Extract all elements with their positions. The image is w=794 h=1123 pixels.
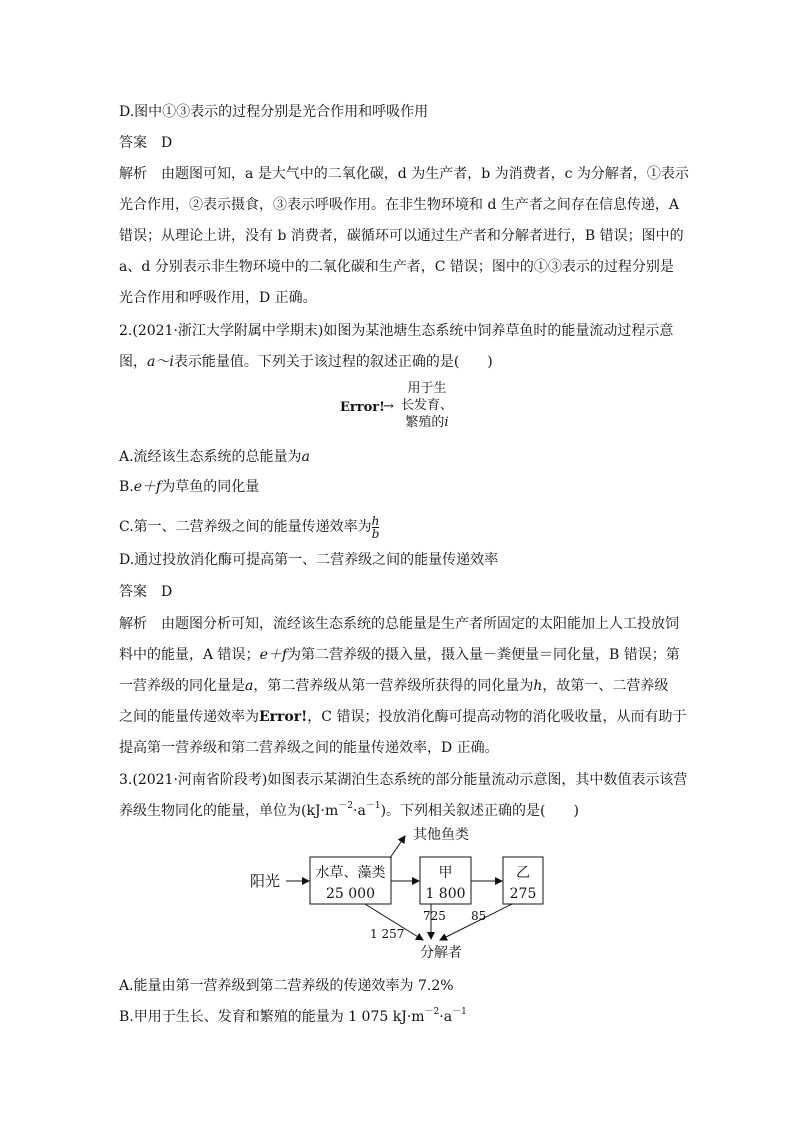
answer-label: 答案 (119, 135, 147, 151)
q3-option-b: B.甲用于生长、发育和繁殖的能量为 1 075 $kJ\cdot m^{-2}\cdot a^{-1}$ (119, 1007, 467, 1025)
q2-option-a: A.流经该生态系统的总能量为a (119, 449, 310, 465)
sunlight-label: 阳光 (250, 872, 281, 890)
producer-name: 水草、藻类 (315, 865, 386, 881)
arrow-right-icon: → (383, 399, 394, 414)
q2-stem-line-1: 2.(2021·浙江大学附属中学期末)如图为某池塘生态系统中饲养草鱼时的能量流动过程示意 (119, 323, 674, 339)
flow-label-725: 725 (423, 909, 446, 923)
q1-analysis-line-5: 光合作用和呼吸作用，D 正确。 (119, 290, 317, 306)
other-fish-arrow (390, 836, 405, 858)
analysis-label: 解析 (119, 616, 147, 632)
q1-analysis-line-2: 光合作用，②表示摄食，③表示呼吸作用。在非生物环境和 d 生产者之间存在信息传递，A (119, 197, 679, 213)
q2-analysis-line-4: 之间的能量传递效率为Error!，C 错误；投放消化酶可提高动物的消化吸收量，从而有助于 (119, 709, 687, 725)
answer-value: D (161, 135, 173, 151)
q3-option-a: A.能量由第一营养级到第二营养级的传递效率为 7.2% (119, 978, 454, 994)
fraction: $\frac{h}{b}$ (371, 513, 380, 541)
q1-analysis-line-3: 错误；从理论上讲，没有 b 消费者，碳循环可以通过生产者和分解者进行，B 错误；图中的 (119, 228, 684, 244)
error-placeholder: Error! (340, 400, 385, 415)
answer-value: D (161, 584, 173, 600)
yi-name: 乙 (516, 865, 530, 881)
jia-value: 1 800 (425, 886, 466, 902)
q2-analysis-line-3: 一营养级的同化量是a，第二营养级从第一营养级所获得的同化量为h，故第一、二营养级 (119, 678, 669, 694)
decomposer-label: 分解者 (420, 945, 462, 961)
q2-option-c: C.第一、二营养级之间的能量传递效率为 $\frac{h}{b}$ (119, 513, 380, 541)
q3-energy-flow-diagram (240, 826, 560, 966)
q2-answer (119, 582, 679, 602)
q2-option-d: D.通过投放消化酶可提高第一、二营养级之间的能量传递效率 (119, 552, 499, 568)
q2-option-b: B.e＋f为草鱼的同化量 (119, 479, 260, 495)
other-fish-label: 其他鱼类 (413, 827, 469, 843)
q2-energy-flow-figure (340, 380, 480, 440)
q1-option-d: D.图中①③表示的过程分别是光合作用和呼吸作用 (119, 104, 429, 120)
analysis-label: 解析 (119, 166, 147, 182)
q1-answer (119, 133, 679, 153)
q1-analysis-line-1: 解析 由题图可知，a 是大气中的二氧化碳，d 为生产者，b 为消费者，c 为分解者，①表示 (119, 166, 689, 182)
q2-analysis-line-2: 料中的能量，A 错误；e＋f为第二营养级的摄入量，摄入量－粪便量＝同化量，B 错误；第 (119, 647, 680, 663)
jia-name: 甲 (438, 865, 453, 881)
flow-label-1257: 1 257 (370, 927, 405, 941)
q3-stem-line-2: 养级生物同化的能量，单位为$(kJ\cdot m^{-2}\cdot a^{-1})$。下列相关叙述正确的是( ) (119, 801, 579, 819)
producer-value: 25 000 (326, 886, 375, 902)
q2-analysis-line-1: 解析 由题图分析可知，流经该生态系统的总能量是生产者所固定的太阳能加上人工投放饲 (119, 616, 679, 632)
q2-stem-line-2: 图，a～i表示能量值。下列关于该过程的叙述正确的是( ) (119, 354, 493, 370)
flow-label-85: 85 (471, 909, 487, 923)
q1-analysis-line-4: a、d 分别表示非生物环境中的二氧化碳和生产者，C 错误；图中的①③表示的过程分别是 (119, 259, 674, 275)
q3-stem-line-1: 3.(2021·河南省阶段考)如图表示某湖泊生态系统的部分能量流动示意图，其中数值表示该营 (119, 772, 688, 788)
growth-energy-label: 用于生 长发育、 繁殖的i (400, 381, 453, 430)
q2-analysis-line-5: 提高第一营养级和第二营养级之间的能量传递效率，D 正确。 (119, 740, 499, 756)
yi-value: 275 (509, 886, 537, 902)
answer-label: 答案 (119, 584, 147, 600)
